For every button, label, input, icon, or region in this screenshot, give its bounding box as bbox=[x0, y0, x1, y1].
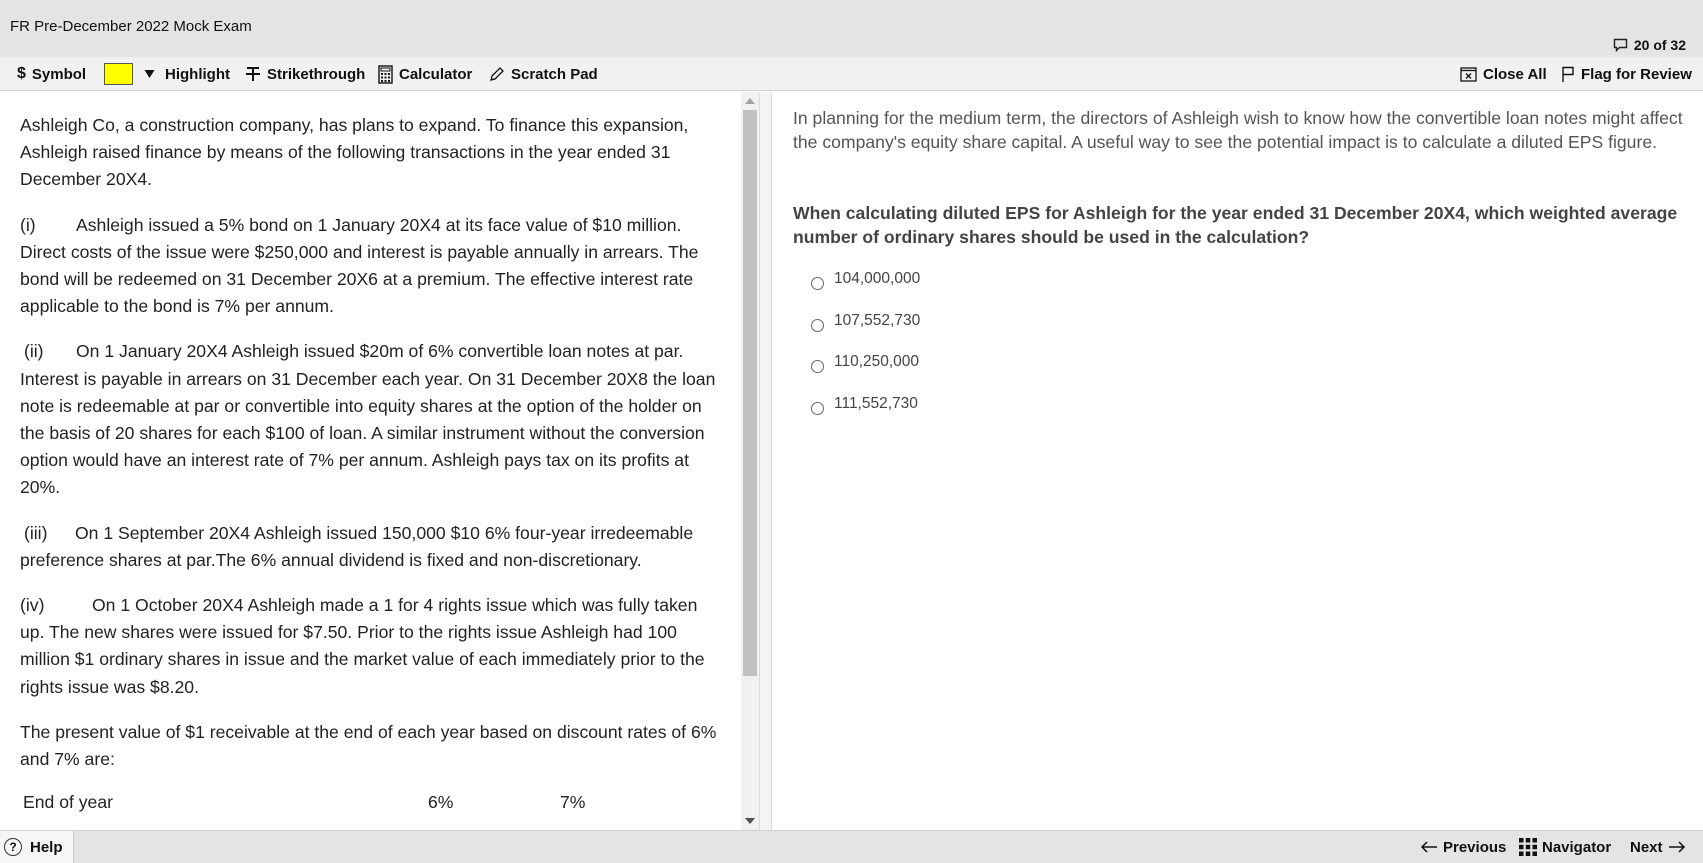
pv-table-header bbox=[20, 789, 720, 816]
answer-option[interactable] bbox=[811, 310, 920, 332]
option-label: 110,250,000 bbox=[834, 353, 920, 370]
answer-option[interactable] bbox=[811, 268, 920, 290]
question-intro: In planning for the medium term, the directors of Ashleigh wish to know how the convertible loan notes might affect the company's equity share capital. A useful way to see the potential impact is to calculate a diluted EPS figure. bbox=[793, 108, 1683, 152]
option-label: 111,552,730 bbox=[834, 395, 918, 412]
close-window-icon bbox=[1460, 67, 1477, 82]
option-label: 107,552,730 bbox=[834, 312, 921, 329]
option-label: 104,000,000 bbox=[834, 270, 921, 287]
scratch-pad-label: Scratch Pad bbox=[511, 65, 598, 83]
grid-icon bbox=[1519, 838, 1537, 856]
toolbar bbox=[0, 57, 1703, 91]
pv-note: The present value of $1 receivable at the end of each year based on discount rates of 6% and 7% are: bbox=[20, 721, 717, 770]
scenario-item bbox=[20, 592, 720, 701]
calculator-button[interactable] bbox=[378, 64, 472, 84]
dollar-icon: $ bbox=[17, 65, 26, 82]
pv-col-7pct: 7% bbox=[560, 792, 586, 813]
item-number: (iii) bbox=[24, 522, 48, 543]
previous-button[interactable] bbox=[1420, 837, 1506, 857]
close-all-label: Close All bbox=[1483, 65, 1547, 83]
radio-button[interactable] bbox=[811, 319, 824, 332]
scenario-scrollbar[interactable] bbox=[741, 92, 759, 830]
scenario-content bbox=[20, 112, 720, 816]
next-label: Next bbox=[1630, 838, 1663, 856]
symbol-label: Symbol bbox=[31, 65, 87, 83]
arrow-left-icon bbox=[1420, 841, 1438, 853]
pv-col-6pct: 6% bbox=[428, 792, 454, 813]
symbol-button[interactable] bbox=[17, 64, 86, 84]
flag-for-review-button[interactable] bbox=[1561, 64, 1692, 84]
scenario-intro: Ashleigh Co, a construction company, has plans to expand. To finance this expansion, Ashleigh raised finance by means of the following transactions in the year ended 31 December 20X4. bbox=[20, 115, 689, 190]
radio-button[interactable] bbox=[811, 277, 824, 290]
previous-label: Previous bbox=[1443, 838, 1507, 856]
item-text: On 1 October 20X4 Ashleigh made a 1 for 4 rights issue which was fully taken up. The new shares were issued for $7.50. Prior to the rights issue Ashleigh had 100 million $1 ordinary shares in issue and the market value of each immediately prior to the rights issue was $8.20. bbox=[20, 595, 705, 697]
navigator-label: Navigator bbox=[1542, 838, 1612, 856]
scroll-down-arrow-icon[interactable] bbox=[745, 818, 755, 824]
navigator-button[interactable] bbox=[1519, 837, 1611, 857]
comment-icon bbox=[1613, 38, 1628, 52]
scroll-thumb[interactable] bbox=[743, 110, 757, 676]
scroll-up-arrow-icon[interactable] bbox=[745, 98, 755, 104]
help-button[interactable] bbox=[0, 831, 74, 863]
highlight-button[interactable] bbox=[144, 64, 230, 84]
help-label: Help bbox=[30, 838, 63, 856]
next-button[interactable] bbox=[1630, 837, 1686, 857]
strikethrough-icon bbox=[245, 66, 261, 82]
strikethrough-button[interactable] bbox=[245, 64, 365, 84]
close-all-button[interactable] bbox=[1460, 64, 1547, 84]
pencil-icon bbox=[489, 66, 505, 82]
answer-option[interactable] bbox=[811, 393, 918, 415]
item-number: (ii) bbox=[24, 341, 44, 362]
scenario-item bbox=[20, 212, 720, 321]
progress-text: 20 of 32 bbox=[1633, 37, 1686, 53]
strikethrough-label: Strikethrough bbox=[267, 65, 366, 83]
item-number: (iv) bbox=[20, 595, 45, 616]
answer-option[interactable] bbox=[811, 351, 919, 373]
scratch-pad-button[interactable] bbox=[489, 64, 598, 84]
caret-down-icon[interactable] bbox=[144, 69, 155, 79]
flag-for-review-label: Flag for Review bbox=[1581, 65, 1692, 83]
item-text: On 1 September 20X4 Ashleigh issued 150,000 $10 6% four-year irredeemable preference shares at par.The 6% annual dividend is fixed and non-discretionary. bbox=[20, 522, 694, 570]
footer-bar bbox=[0, 830, 1703, 863]
question-pane bbox=[772, 92, 1703, 830]
calculator-icon bbox=[378, 65, 393, 84]
question-progress bbox=[1613, 37, 1686, 53]
pane-divider[interactable] bbox=[759, 92, 772, 830]
arrow-right-icon bbox=[1668, 841, 1686, 853]
item-text: Ashleigh issued a 5% bond on 1 January 20X4 at its face value of $10 million. Direct costs of the issue were $250,000 and interest is payable annually in arrears. The bond will be redeemed on 31 December 20X6 at a premium. The effective interest rate applicable to the bond is 7% per annum. bbox=[20, 214, 699, 317]
title-bar bbox=[0, 0, 1703, 57]
radio-button[interactable] bbox=[811, 360, 824, 373]
calculator-label: Calculator bbox=[399, 65, 473, 83]
question-stem: When calculating diluted EPS for Ashleigh for the year ended 31 December 20X4, which weighted average number of ordinary shares should be used in the calculation? bbox=[793, 203, 1678, 247]
highlight-color-swatch[interactable] bbox=[104, 63, 133, 85]
highlight-label: Highlight bbox=[165, 65, 230, 83]
item-number: (i) bbox=[20, 214, 36, 235]
flag-icon bbox=[1561, 66, 1575, 83]
radio-button[interactable] bbox=[811, 402, 824, 415]
scenario-pane bbox=[0, 92, 743, 830]
help-icon: ? bbox=[4, 838, 22, 856]
exam-title: FR Pre-December 2022 Mock Exam bbox=[10, 18, 252, 35]
pv-col-year: End of year bbox=[23, 792, 113, 813]
item-text: On 1 January 20X4 Ashleigh issued $20m of 6% convertible loan notes at par. Interest is payable in arrears on 31 December each year. On 31 December 20X8 the loan note is redeemable at par or convertible into equity shares at the option of the holder on the basis of 20 shares for each $100 of loan. A similar instrument without the conversion option would have an interest rate of 7% per annum. Ashleigh pays tax on its profits at 20%. bbox=[20, 341, 716, 498]
scenario-item bbox=[20, 520, 720, 574]
scenario-item bbox=[20, 338, 720, 501]
